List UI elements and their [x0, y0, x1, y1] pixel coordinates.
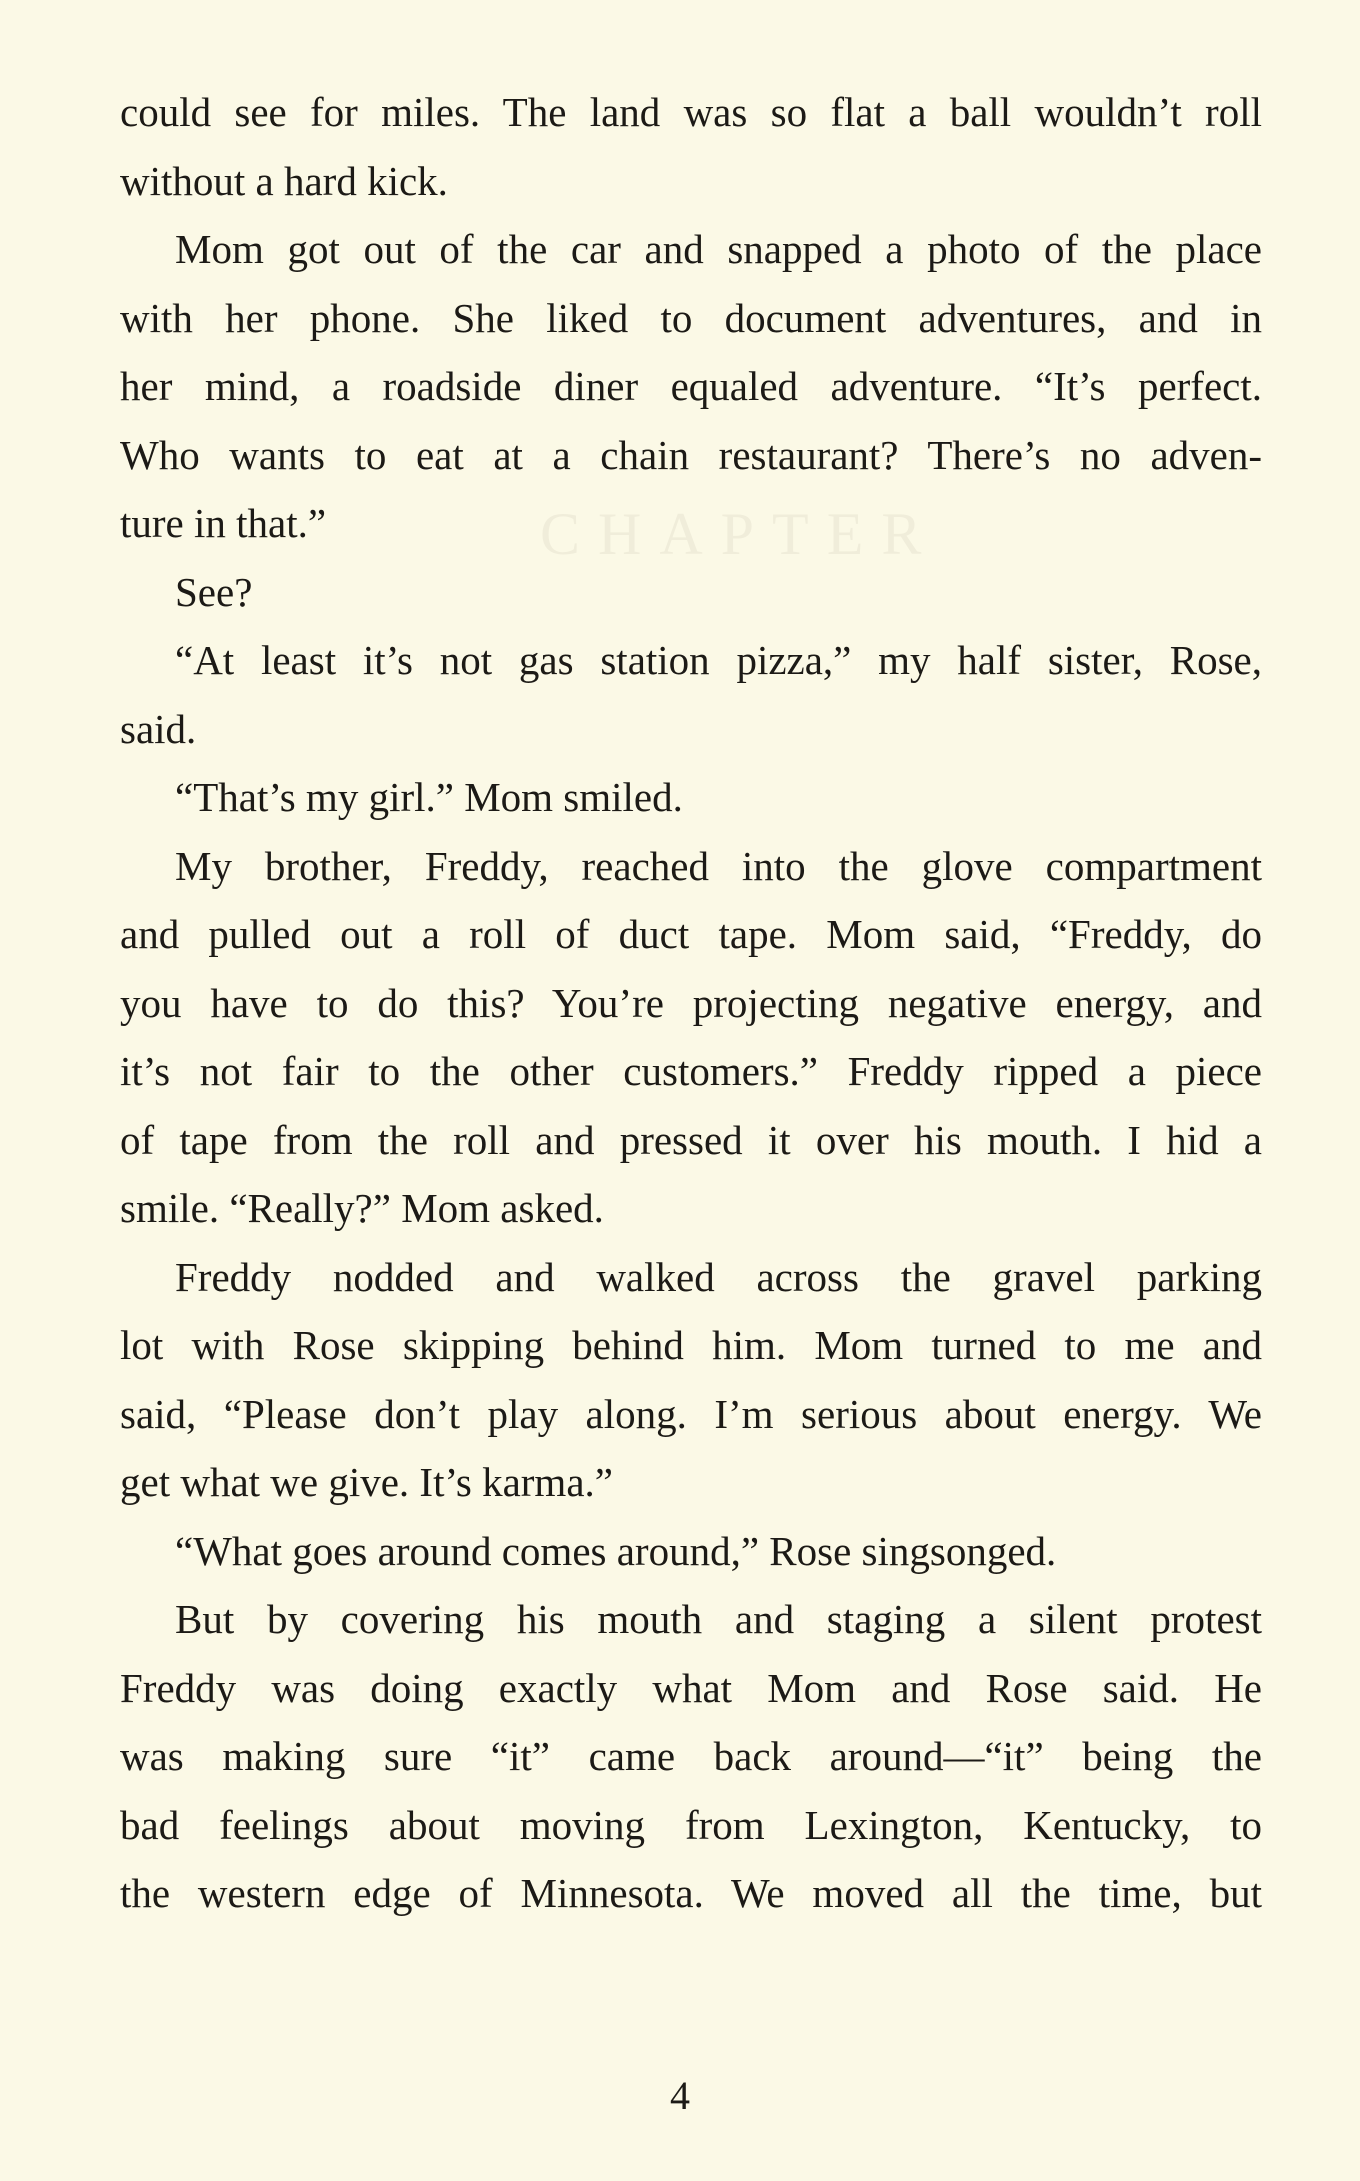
- text-line: the western edge of Minnesota. We moved all the time, but: [120, 1870, 1262, 1916]
- bleed-through-text: CHAPTER: [540, 501, 940, 567]
- text-line: could see for miles. The land was so flat a ball wouldn’t roll: [120, 89, 1262, 135]
- text-line: My brother, Freddy, reached into the glove compartment: [175, 842, 1262, 889]
- text-line: bad feelings about moving from Lexington, Kentucky, to: [120, 1801, 1262, 1848]
- text-line: without a hard kick.: [120, 157, 448, 204]
- page-number: 4: [670, 2073, 690, 2118]
- text-line: said, “Please don’t play along. I’m serious about energy. We: [120, 1390, 1262, 1437]
- text-line: Who wants to eat at a chain restaurant? There’s no adven-: [120, 431, 1262, 478]
- book-page-text: [120, 78, 1262, 2028]
- text-line: Mom got out of the car and snapped a photo of the place: [175, 226, 1262, 272]
- text-line: it’s not fair to the other customers.” Freddy ripped a piece: [120, 1048, 1262, 1094]
- text-line: and pulled out a roll of duct tape. Mom said, “Freddy, do: [120, 911, 1262, 957]
- text-line: you have to do this? You’re projecting negative energy, and: [120, 979, 1262, 1026]
- text-line: said.: [120, 705, 197, 752]
- text-line: her mind, a roadside diner equaled adventure. “It’s perfect.: [120, 363, 1262, 409]
- text-line: of tape from the roll and pressed it over his mouth. I hid a: [120, 1116, 1262, 1163]
- text-line: with her phone. She liked to document adventures, and in: [120, 294, 1262, 341]
- text-line: smile. “Really?” Mom asked.: [120, 1185, 604, 1231]
- text-line: “At least it’s not gas station pizza,” my half sister, Rose,: [175, 637, 1262, 683]
- text-line: Freddy nodded and walked across the gravel parking: [175, 1253, 1262, 1300]
- text-line: ture in that.”: [120, 500, 327, 546]
- text-line: lot with Rose skipping behind him. Mom turned to me and: [120, 1322, 1262, 1368]
- text-line: was making sure “it” came back around—“it” being the: [120, 1733, 1262, 1779]
- text-line: See?: [175, 568, 253, 615]
- text-line: “What goes around comes around,” Rose singsonged.: [175, 1527, 1057, 1574]
- text-line: Freddy was doing exactly what Mom and Rose said. He: [120, 1664, 1262, 1711]
- text-line: But by covering his mouth and staging a silent protest: [175, 1596, 1262, 1642]
- text-line: “That’s my girl.” Mom smiled.: [175, 774, 683, 820]
- text-line: get what we give. It’s karma.”: [120, 1459, 613, 1505]
